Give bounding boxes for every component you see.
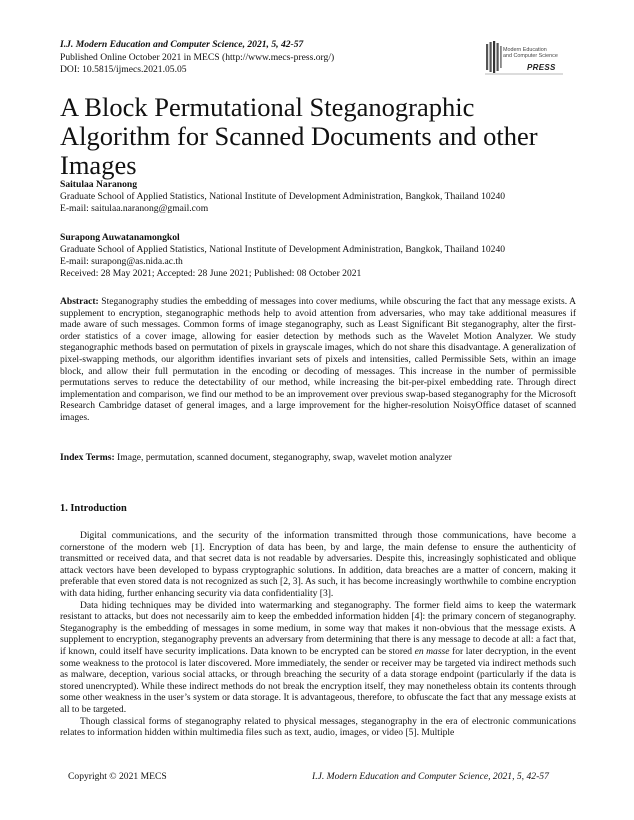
section-heading: 1. Introduction xyxy=(60,503,127,514)
abstract-label: Abstract: xyxy=(60,296,99,307)
paragraph: Data hiding techniques may be divided into watermarking and steganography. The former field aims to keep the watermark resistant to attacks, but does not necessarily aim to keep the embedded information hidden [4]: the primary concern of steganography. Steganography is the embedding of messages in some medium, in some way that makes it non-obvious that the message exists. A supplement to encryption, steganography prevents an adversary from determining that there is any message to decode at all: a fact that, if known, could itself have security implications. Data known to be encrypted can be stored en masse for later decryption, in the event some weakness to the protocol is later discovered. More immediately, the sender or receiver may be targeted via indirect methods such as malware, deception, various social attacks, or through breaching the security of a data storage endpoint (particularly if the data is stored unencrypted). While these indirect methods do not break the encryption itself, they may nonetheless obtain its contents through some other weakness in the user’s system or data storage. It is advantageous, therefore, to obfuscate the fact that any message exists at all to be targeted. xyxy=(60,599,576,715)
author-name: Saitulaa Naranong xyxy=(60,179,138,190)
journal-header xyxy=(60,39,334,77)
paragraph: Digital communications, and the security of the information transmitted through those communications, have become a cornerstone of the modern web [1]. Encryption of data has been, by and large, the main defense to ensure the authenticity of transmitted or received data, and that secret data is not readable by adversaries. Despite this, increasingly sophisticated and oblique attack vectors have been developed to bypass cryptographic solutions. In addition, data breaches are a matter of concern, making it preferable that even stored data is not recognized as such [2, 3]. As such, it has become increasingly worthwhile to combine encryption with data hiding, further enhancing security via data confidentiality [3]. xyxy=(60,530,576,599)
emphasis-text: en masse xyxy=(414,645,450,657)
paragraph: Though classical forms of steganography related to physical messages, steganography in the era of electronic communications relates to information hidden within multimedia files such as text, audio, images, or video [5]. Multiple xyxy=(60,715,576,739)
doi-line: DOI: 10.5815/ijmecs.2021.05.05 xyxy=(60,64,187,75)
author-email: E-mail: surapong@as.nida.ac.th xyxy=(60,256,183,268)
author-affiliation: Graduate School of Applied Statistics, National Institute of Development Administration, Bangkok, Thailand 10240 xyxy=(60,244,506,256)
footer-copyright: Copyright © 2021 MECS xyxy=(68,771,167,782)
author-block xyxy=(60,179,580,216)
abstract xyxy=(60,296,576,424)
author-affiliation: Graduate School of Applied Statistics, National Institute of Development Administration, Bangkok, Thailand 10240 xyxy=(60,191,506,203)
published-line: Published Online October 2021 in MECS (http://www.mecs-press.org/) xyxy=(60,51,335,63)
index-terms xyxy=(60,452,576,464)
abstract-text: Steganography studies the embedding of messages into cover mediums, while obscuring the fact that any message exists. A supplement to encryption, steganographic methods help to avoid attention from adversaries, who may take additional measures if made aware of such messages. Common forms of image steganography, such as Least Significant Bit steganography, alter the first-order statistics of a cover image, allowing for easier detection by methods such as the Wavelet Motion Analyzer. We study steganographic methods based on permutation of pixels in grayscale images, which do not share this disadvantage. A generalization of pixel-swapping methods, our algorithm identifies invariant sets of pixels and intensities, called Permissible Sets, within an image block, and allow their full permutation in the encoding or decoding of messages. This increase in the number of permissible permutations serves to reduce the detectability of our method, while increasing the bit-per-pixel embedding rate. Through direct implementation and comparison, we find our method to be an improvement over previous swap-based steganography for the Microsoft Research Cambridge dataset of general images, and a large improvement for the higher-resolution NoisyOffice dataset of scanned images. xyxy=(60,296,577,423)
author-name: Surapong Auwatanamongkol xyxy=(60,232,180,243)
author-block xyxy=(60,232,580,269)
logo-press: PRESS xyxy=(527,63,556,72)
footer-journal: I.J. Modern Education and Computer Science, 2021, 5, 42-57 xyxy=(312,771,549,782)
section-body xyxy=(60,530,576,739)
journal-title-line: I.J. Modern Education and Computer Science, 2021, 5, 42-57 xyxy=(60,39,304,50)
publisher-logo xyxy=(483,38,565,80)
logo-text: Modern Education and Computer Science xyxy=(503,47,558,59)
author-email: E-mail: saitulaa.naranong@gmail.com xyxy=(60,203,209,215)
paper-title: A Block Permutational Steganographic Algorithm for Scanned Documents and other Images xyxy=(60,92,538,180)
publisher-logo-icon xyxy=(483,38,565,80)
publication-dates: Received: 28 May 2021; Accepted: 28 June 2021; Published: 08 October 2021 xyxy=(60,268,362,279)
index-terms-label: Index Terms: xyxy=(60,452,115,463)
index-terms-text: Image, permutation, scanned document, steganography, swap, wavelet motion analyzer xyxy=(117,452,452,463)
